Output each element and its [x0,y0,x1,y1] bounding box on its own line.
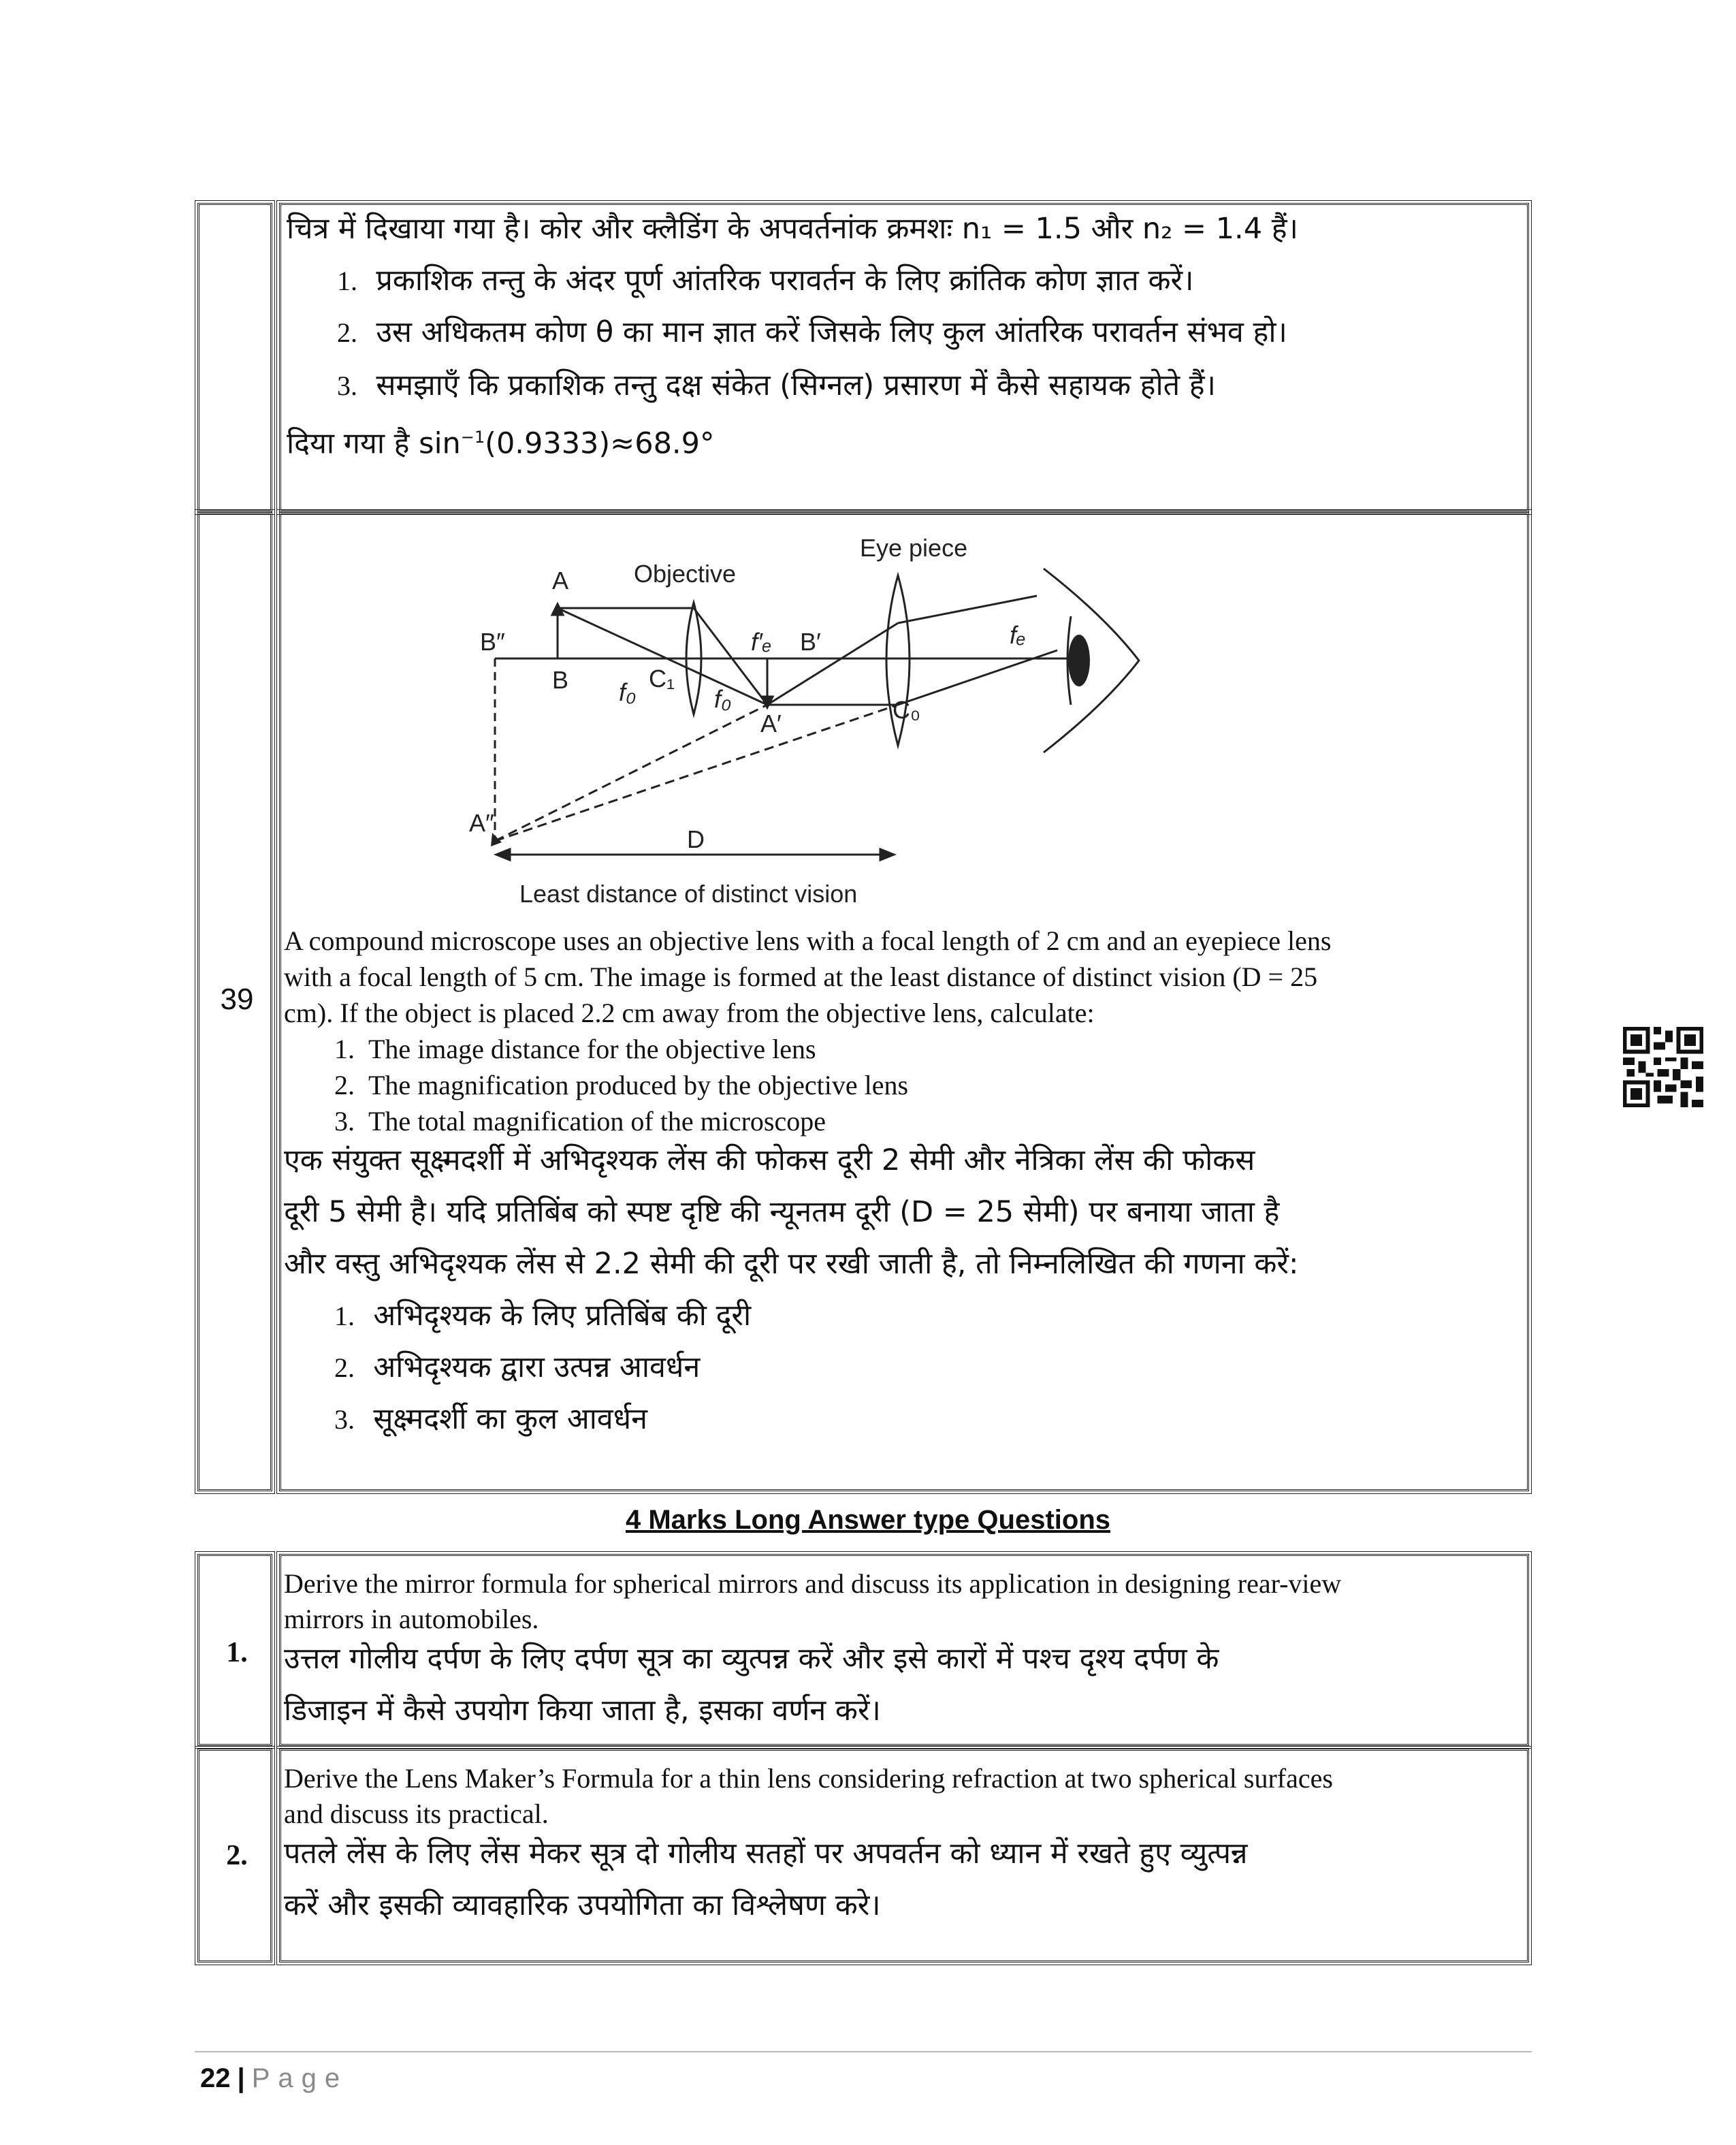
label-Co: C₀ [893,696,920,724]
q38-item-3: 3. समझाएँ कि प्रकाशिक तन्तु दक्ष संकेत (सिग्नल) प्रसारण में कैसे सहायक होते हैं। [337,368,1216,402]
q39-hi-line-2: दूरी 5 सेमी है। यदि प्रतिबिंब को स्पष्ट दृष्टि की न्यूनतम दूरी (D = 25 सेमी) पर बनाया जाता है [284,1195,1280,1229]
label-A-double-prime: A″ [469,809,494,837]
question-content-cell [279,1554,1529,1746]
label-C1: C₁ [649,665,675,693]
question-number: 39 [220,983,254,1016]
label-D: D [687,825,705,853]
compound-microscope-diagram [469,521,1316,916]
q39-hi-item-3: 3. सूक्ष्मदर्शी का कुल आवर्धन [334,1402,647,1436]
q39-en-item-3: 3. The total magnification of the microscope [334,1106,826,1137]
footer-separator: | [237,2063,245,2093]
label-objective: Objective [634,560,737,588]
q39-hi-line-1: एक संयुक्त सूक्ष्मदर्शी में अभिदृश्यक लेंस की फोकस दूरी 2 सेमी और नेत्रिका लेंस की फोकस [284,1143,1255,1177]
page-number: 22 [200,2063,231,2093]
q39-en-line-3: cm). If the object is placed 2.2 cm away from the objective lens, calculate: [284,998,1095,1028]
label-A: A [552,567,569,594]
question-number: 1. [226,1637,248,1668]
label-fe: fₑ [1010,621,1026,649]
diagram-caption: Least distance of distinct vision [519,880,858,908]
q39-en-item-1: 1. The image distance for the objective lens [334,1034,816,1064]
ray-to-eye-1 [898,596,1037,623]
long-1-en-line-2: mirrors in automobiles. [284,1604,539,1634]
q38-item-2: 2. उस अधिकतम कोण θ का मान ज्ञात करें जिसके लिए कुल आंतरिक परावर्तन संभव हो। [337,315,1287,349]
long-question-1-row [195,1554,1532,1746]
question-number-cell [197,1554,272,1746]
long-2-en-line-1: Derive the Lens Maker’s Formula for a thin lens considering refraction at two spherical surfaces [284,1763,1333,1794]
q38-given: दिया गया है $\sin^{-1}(0.9333)\approx 68.9^\circ$ [287,426,715,461]
page-footer [200,2063,348,2094]
page-label: Page [251,2063,349,2093]
q38-item-1: 1. प्रकाशिक तन्तु के अंदर पूर्ण आंतरिक परावर्तन के लिए क्रांतिक कोण ज्ञात करें। [337,264,1194,298]
label-A-prime: A′ [760,710,782,737]
label-fe-prime: f′ₑ [751,628,772,656]
long-1-hi-line-1: उत्तल गोलीय दर्पण के लिए दर्पण सूत्र का व्युत्पन्न करें और इसे कारों में पश्च दृश्य दर्पण के [284,1642,1219,1676]
q39-hi-item-2: 2. अभिदृश्यक द्वारा उत्पन्न आवर्धन [334,1350,701,1384]
question-content-cell [279,512,1529,1491]
long-2-hi-line-2: करें और इसकी व्यावहारिक उपयोगिता का विश्लेषण करे। [284,1888,881,1922]
q39-hi-line-3: और वस्तु अभिदृश्यक लेंस से 2.2 सेमी की दूरी पर रखी जाती है, तो निम्नलिखित की गणना करें: [284,1247,1299,1281]
section-title: 4 Marks Long Answer type Questions [625,1505,1110,1535]
label-fo-left: f₀ [619,678,637,706]
virtual-ray-1 [495,705,767,841]
eye-outline [1044,569,1139,752]
q38-intro: चित्र में दिखाया गया है। कोर और क्लैडिंग के अपवर्तनांक क्रमशः n₁ = 1.5 और n₂ = 1.4 हैं। [287,212,1298,246]
qr-code-icon [1623,1027,1703,1107]
question-content-cell [279,1749,1529,1963]
question-number-cell [197,1749,272,1963]
q39-en-line-1: A compound microscope uses an objective lens with a focal length of 2 cm and an eyepiece lens [284,925,1332,956]
long-1-en-line-1: Derive the mirror formula for spherical mirrors and discuss its application in designing rear-view [284,1568,1342,1599]
question-number: 2. [226,1840,248,1871]
eye-pupil [1068,635,1090,686]
long-2-hi-line-1: पतले लेंस के लिए लेंस मेकर सूत्र दो गोलीय सतहों पर अपवर्तन को ध्यान में रखते हुए व्युत्पन्न [284,1837,1248,1871]
q39-en-item-2: 2. The magnification produced by the objective lens [334,1070,909,1100]
virtual-ray-2 [495,705,898,841]
q39-en-line-2: with a focal length of 5 cm. The image is formed at the least distance of distinct vision (D = 25 [284,962,1318,992]
label-eyepiece: Eye piece [860,534,968,562]
question-38-row [195,203,1532,512]
footer-divider [195,2051,1532,2052]
question-39-row [195,512,1532,1491]
long-2-en-line-2: and discuss its practical. [284,1798,549,1829]
long-question-2-row [195,1749,1532,1963]
long-1-hi-line-2: डिजाइन में कैसे उपयोग किया जाता है, इसका वर्णन करें। [284,1694,881,1728]
label-B-prime: B′ [800,628,821,656]
q39-hi-item-1: 1. अभिदृश्यक के लिए प्रतिबिंब की दूरी [334,1299,752,1333]
label-fo-right: f₀ [714,685,732,713]
question-content-cell [279,203,1529,512]
label-B: B [552,666,569,694]
question-number-cell [197,512,272,1491]
label-B-double-prime: B″ [480,628,505,656]
ray-to-eyepiece-2 [767,623,898,705]
question-number-cell [197,203,272,512]
